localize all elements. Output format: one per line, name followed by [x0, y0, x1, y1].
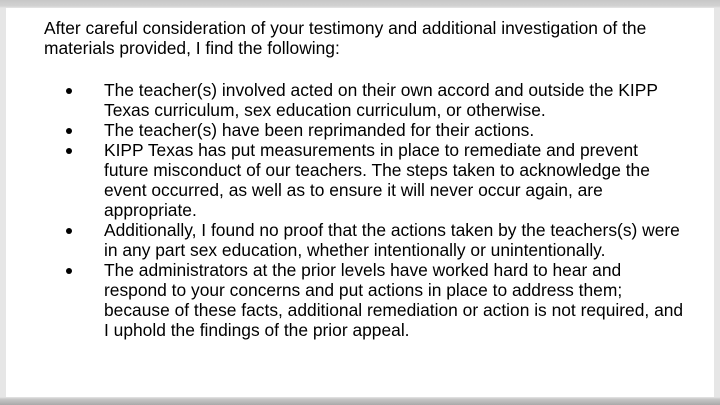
finding-text: Additionally, I found no proof that the actions taken by the teachers(s) were in any part sex education, whether intentionally or unintentionally. — [104, 220, 680, 260]
bullet-icon — [66, 228, 72, 234]
finding-item — [44, 260, 684, 340]
bullet-icon — [66, 268, 72, 274]
intro-paragraph: After careful consideration of your testimony and additional investigation of the materials provided, I find the following: — [44, 18, 647, 58]
finding-item — [44, 220, 684, 260]
finding-text: The administrators at the prior levels have worked hard to hear and respond to your concerns and put actions in place to address them; because of these facts, additional remediation or action is not required, and I uphold the findings of the prior appeal. — [104, 260, 684, 340]
document-page — [6, 8, 714, 397]
finding-text: KIPP Texas has put measurements in place to remediate and prevent future misconduct of our teachers. The steps taken to acknowledge the event occurred, as well as to ensure it will never occur again, are appropriate. — [104, 140, 650, 220]
finding-item — [44, 80, 684, 120]
finding-item — [44, 140, 684, 220]
findings-list — [44, 80, 684, 340]
finding-text: The teacher(s) have been reprimanded for their actions. — [104, 120, 535, 140]
bullet-icon — [66, 88, 72, 94]
bullet-icon — [66, 128, 72, 134]
finding-text: The teacher(s) involved acted on their own accord and outside the KIPP Texas curriculum, sex education curriculum, or otherwise. — [104, 80, 658, 120]
finding-item — [44, 120, 684, 140]
bullet-icon — [66, 148, 72, 154]
